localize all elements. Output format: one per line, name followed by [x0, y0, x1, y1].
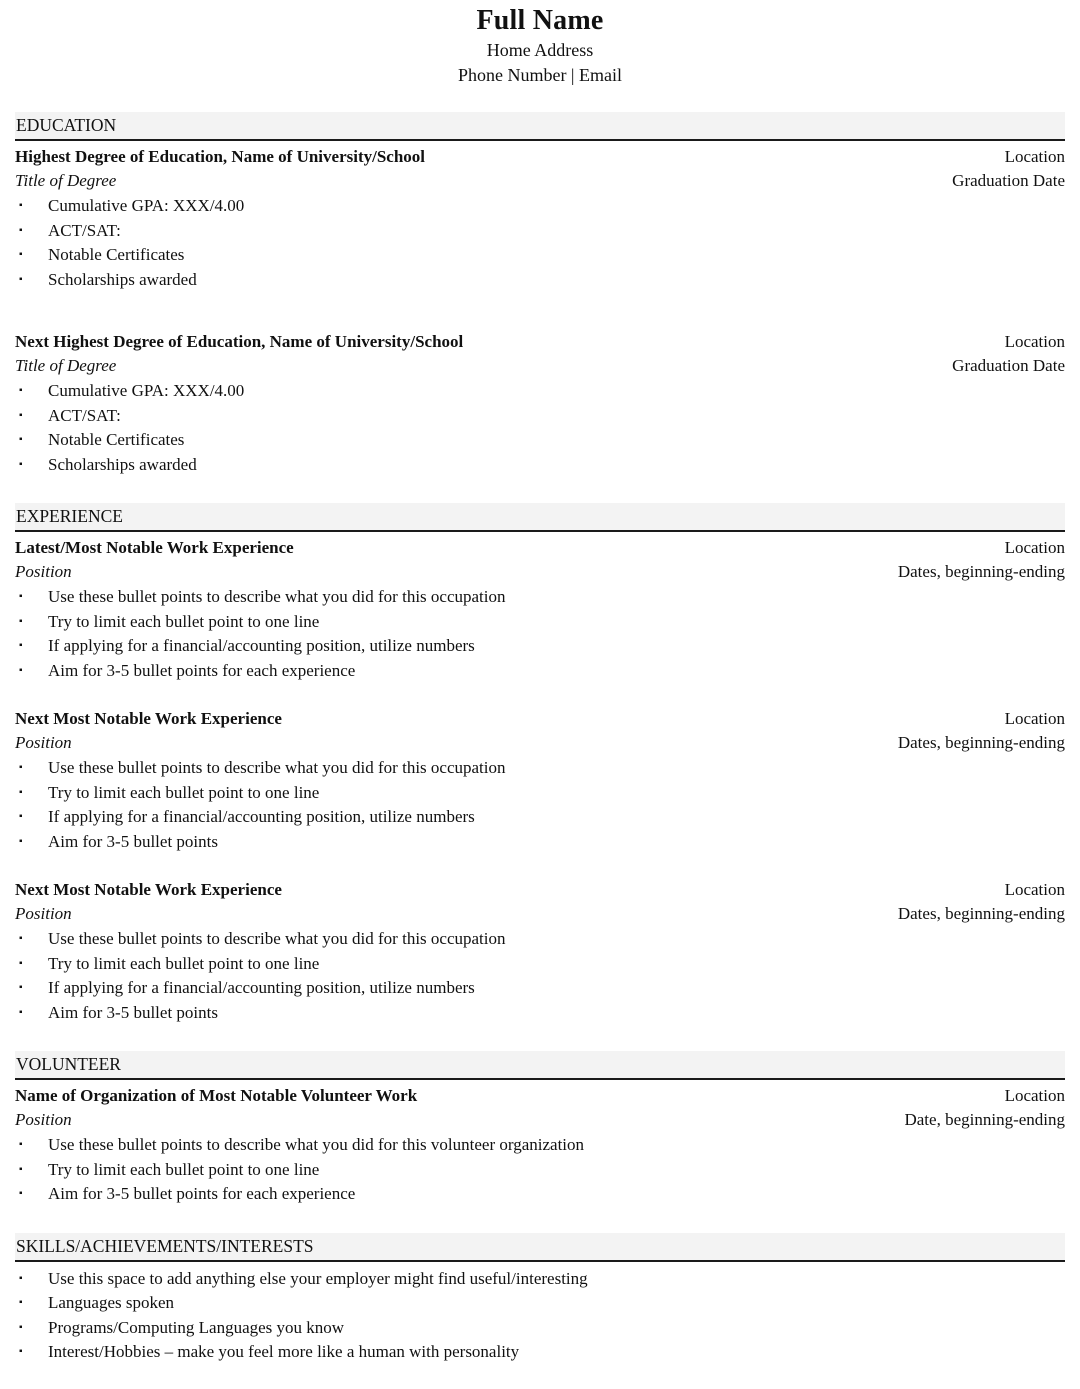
entry-subheading-row [15, 169, 1065, 193]
bullet-item [15, 1340, 1065, 1365]
bullet-icon: ▪ [19, 1272, 23, 1284]
bullet-icon: ▪ [19, 409, 23, 421]
entry-subheading-row [15, 731, 1065, 755]
bullet-icon: ▪ [19, 1297, 23, 1308]
entry-location: Location [1004, 880, 1065, 899]
bullet-list [15, 194, 1065, 292]
bullet-icon: ▪ [19, 786, 23, 798]
resume-header [15, 4, 1065, 88]
bullet-item [15, 219, 1065, 244]
entry-position: Title of Degree [15, 356, 117, 375]
bullet-item [15, 756, 1065, 781]
bullet-text: Interest/Hobbies – make you feel more like a human with personality [48, 1342, 520, 1361]
bullet-icon: ▪ [19, 434, 23, 445]
bullet-item [15, 976, 1065, 1001]
entry-dates: Graduation Date [952, 171, 1065, 190]
bullet-icon: ▪ [19, 224, 23, 236]
bullet-text: Try to limit each bullet point to one line [48, 953, 320, 973]
entry-position: Position [15, 1110, 72, 1129]
entry-dates: Date, beginning-ending [904, 1110, 1065, 1129]
entry-subheading-row [15, 902, 1065, 926]
entry-title: Highest Degree of Education, Name of University/School [15, 147, 426, 166]
bullet-item [15, 428, 1065, 453]
bullet-list [15, 927, 1065, 1025]
bullet-text: Use this space to add anything else your employer might find useful/interesting [48, 1268, 588, 1288]
bullet-text: Use these bullet points to describe what you did for this occupation [48, 929, 506, 948]
bullet-item [15, 634, 1065, 659]
bullet-icon: ▪ [19, 1346, 23, 1357]
resume-entry [15, 330, 1065, 477]
bullet-icon: ▪ [19, 615, 23, 627]
section-entries [15, 1080, 1065, 1207]
bullet-icon: ▪ [19, 273, 23, 285]
bullet-text: Notable Certificates [48, 430, 185, 449]
section-title: SKILLS/ACHIEVEMENTS/INTERESTS [15, 1233, 1065, 1262]
bullet-text: Aim for 3-5 bullet points [48, 1002, 218, 1022]
bullet-item [15, 1001, 1065, 1026]
entry-title: Next Most Notable Work Experience [15, 880, 282, 899]
bullet-item [15, 1182, 1065, 1207]
section-title: EXPERIENCE [15, 503, 1065, 532]
entry-position: Title of Degree [15, 171, 117, 190]
bullet-item [15, 379, 1065, 404]
entry-heading-row [15, 707, 1065, 731]
resume-entry [15, 1267, 1065, 1365]
bullet-text: Scholarships awarded [48, 269, 197, 289]
bullet-icon: ▪ [19, 458, 23, 470]
entry-location: Location [1004, 332, 1065, 351]
bullet-item [15, 830, 1065, 855]
resume-entry [15, 707, 1065, 854]
bullet-item [15, 404, 1065, 429]
bullet-list [15, 585, 1065, 683]
bullet-text: Try to limit each bullet point to one line [48, 782, 320, 802]
bullet-item [15, 1158, 1065, 1183]
entry-dates: Dates, beginning-ending [897, 904, 1065, 923]
bullet-item [15, 1267, 1065, 1292]
bullet-item [15, 781, 1065, 806]
resume-section [15, 1051, 1065, 1207]
entry-location: Location [1004, 538, 1065, 557]
bullet-text: Try to limit each bullet point to one line [48, 611, 320, 631]
bullet-icon: ▪ [19, 664, 23, 676]
resume-entry [15, 536, 1065, 683]
bullet-icon: ▪ [19, 957, 23, 969]
bullet-text: Programs/Computing Languages you know [48, 1317, 345, 1337]
contact-line: Phone Number | Email [457, 65, 623, 85]
entry-title: Name of Organization of Most Notable Volunteer Work [15, 1086, 418, 1105]
entry-position: Position [15, 562, 72, 581]
bullet-icon: ▪ [19, 1139, 23, 1150]
bullet-icon: ▪ [19, 1006, 23, 1018]
bullet-text: Notable Certificates [48, 245, 185, 264]
section-title: VOLUNTEER [15, 1051, 1065, 1080]
section-entries [15, 532, 1065, 1025]
entry-dates: Dates, beginning-ending [897, 562, 1065, 581]
bullet-item [15, 268, 1065, 293]
entry-location: Location [1004, 147, 1065, 166]
section-title: EDUCATION [15, 112, 1065, 141]
resume-entry [15, 1084, 1065, 1207]
resume-sections [15, 112, 1065, 1365]
bullet-text: Languages spoken [48, 1293, 175, 1312]
entry-heading-row [15, 145, 1065, 169]
entry-subheading-row [15, 560, 1065, 584]
section-entries [15, 141, 1065, 477]
home-address: Home Address [486, 40, 594, 60]
bullet-icon: ▪ [19, 640, 23, 651]
entry-location: Location [1004, 1086, 1065, 1105]
resume-entry [15, 145, 1065, 292]
bullet-icon: ▪ [19, 1321, 23, 1333]
entry-title: Next Most Notable Work Experience [15, 709, 282, 728]
bullet-icon: ▪ [19, 591, 23, 602]
bullet-item [15, 1133, 1065, 1158]
resume-section [15, 112, 1065, 477]
bullet-icon: ▪ [19, 811, 23, 822]
full-name: Full Name [476, 5, 604, 36]
resume-section [15, 503, 1065, 1025]
bullet-text: Cumulative GPA: XXX/4.00 [48, 381, 245, 400]
bullet-item [15, 1291, 1065, 1316]
bullet-list [15, 1133, 1065, 1207]
entry-dates: Dates, beginning-ending [897, 733, 1065, 752]
bullet-item [15, 927, 1065, 952]
bullet-icon: ▪ [19, 933, 23, 944]
bullet-item [15, 610, 1065, 635]
bullet-list [15, 1267, 1065, 1365]
section-entries [15, 1262, 1065, 1365]
bullet-icon: ▪ [19, 982, 23, 993]
bullet-text: Try to limit each bullet point to one line [48, 1159, 320, 1179]
bullet-text: Aim for 3-5 bullet points [48, 831, 218, 851]
bullet-text: If applying for a financial/accounting position, utilize numbers [48, 807, 475, 826]
entry-heading-row [15, 330, 1065, 354]
bullet-icon: ▪ [19, 385, 23, 396]
bullet-item [15, 585, 1065, 610]
bullet-text: Use these bullet points to describe what you did for this volunteer organization [48, 1135, 585, 1154]
bullet-icon: ▪ [19, 200, 23, 211]
entry-heading-row [15, 878, 1065, 902]
resume-section [15, 1233, 1065, 1365]
bullet-item [15, 952, 1065, 977]
bullet-text: Aim for 3-5 bullet points for each experience [48, 1184, 356, 1203]
bullet-text: Use these bullet points to describe what you did for this occupation [48, 587, 506, 606]
entry-subheading-row [15, 1108, 1065, 1132]
entry-position: Position [15, 904, 72, 923]
bullet-text: If applying for a financial/accounting position, utilize numbers [48, 978, 475, 997]
entry-title: Latest/Most Notable Work Experience [15, 538, 294, 557]
bullet-text: Cumulative GPA: XXX/4.00 [48, 196, 245, 215]
entry-heading-row [15, 1084, 1065, 1108]
entry-heading-row [15, 536, 1065, 560]
bullet-text: Aim for 3-5 bullet points for each experience [48, 660, 356, 680]
bullet-list [15, 756, 1065, 854]
entry-dates: Graduation Date [952, 356, 1065, 375]
bullet-text: If applying for a financial/accounting position, utilize numbers [48, 636, 475, 655]
bullet-icon: ▪ [19, 762, 23, 773]
bullet-item [15, 453, 1065, 478]
bullet-item [15, 659, 1065, 684]
entry-location: Location [1004, 709, 1065, 728]
resume-entry [15, 878, 1065, 1025]
entry-subheading-row [15, 354, 1065, 378]
bullet-icon: ▪ [19, 835, 23, 847]
entry-title: Next Highest Degree of Education, Name of University/School [15, 332, 464, 351]
bullet-text: Scholarships awarded [48, 454, 197, 474]
bullet-text: ACT/SAT: [48, 220, 121, 240]
bullet-item [15, 243, 1065, 268]
entry-position: Position [15, 733, 72, 752]
bullet-list [15, 379, 1065, 477]
bullet-icon: ▪ [19, 249, 23, 260]
bullet-item [15, 805, 1065, 830]
bullet-icon: ▪ [19, 1163, 23, 1175]
bullet-text: ACT/SAT: [48, 405, 121, 425]
bullet-item [15, 194, 1065, 219]
bullet-icon: ▪ [19, 1188, 23, 1199]
bullet-item [15, 1316, 1065, 1341]
bullet-text: Use these bullet points to describe what you did for this occupation [48, 758, 506, 777]
